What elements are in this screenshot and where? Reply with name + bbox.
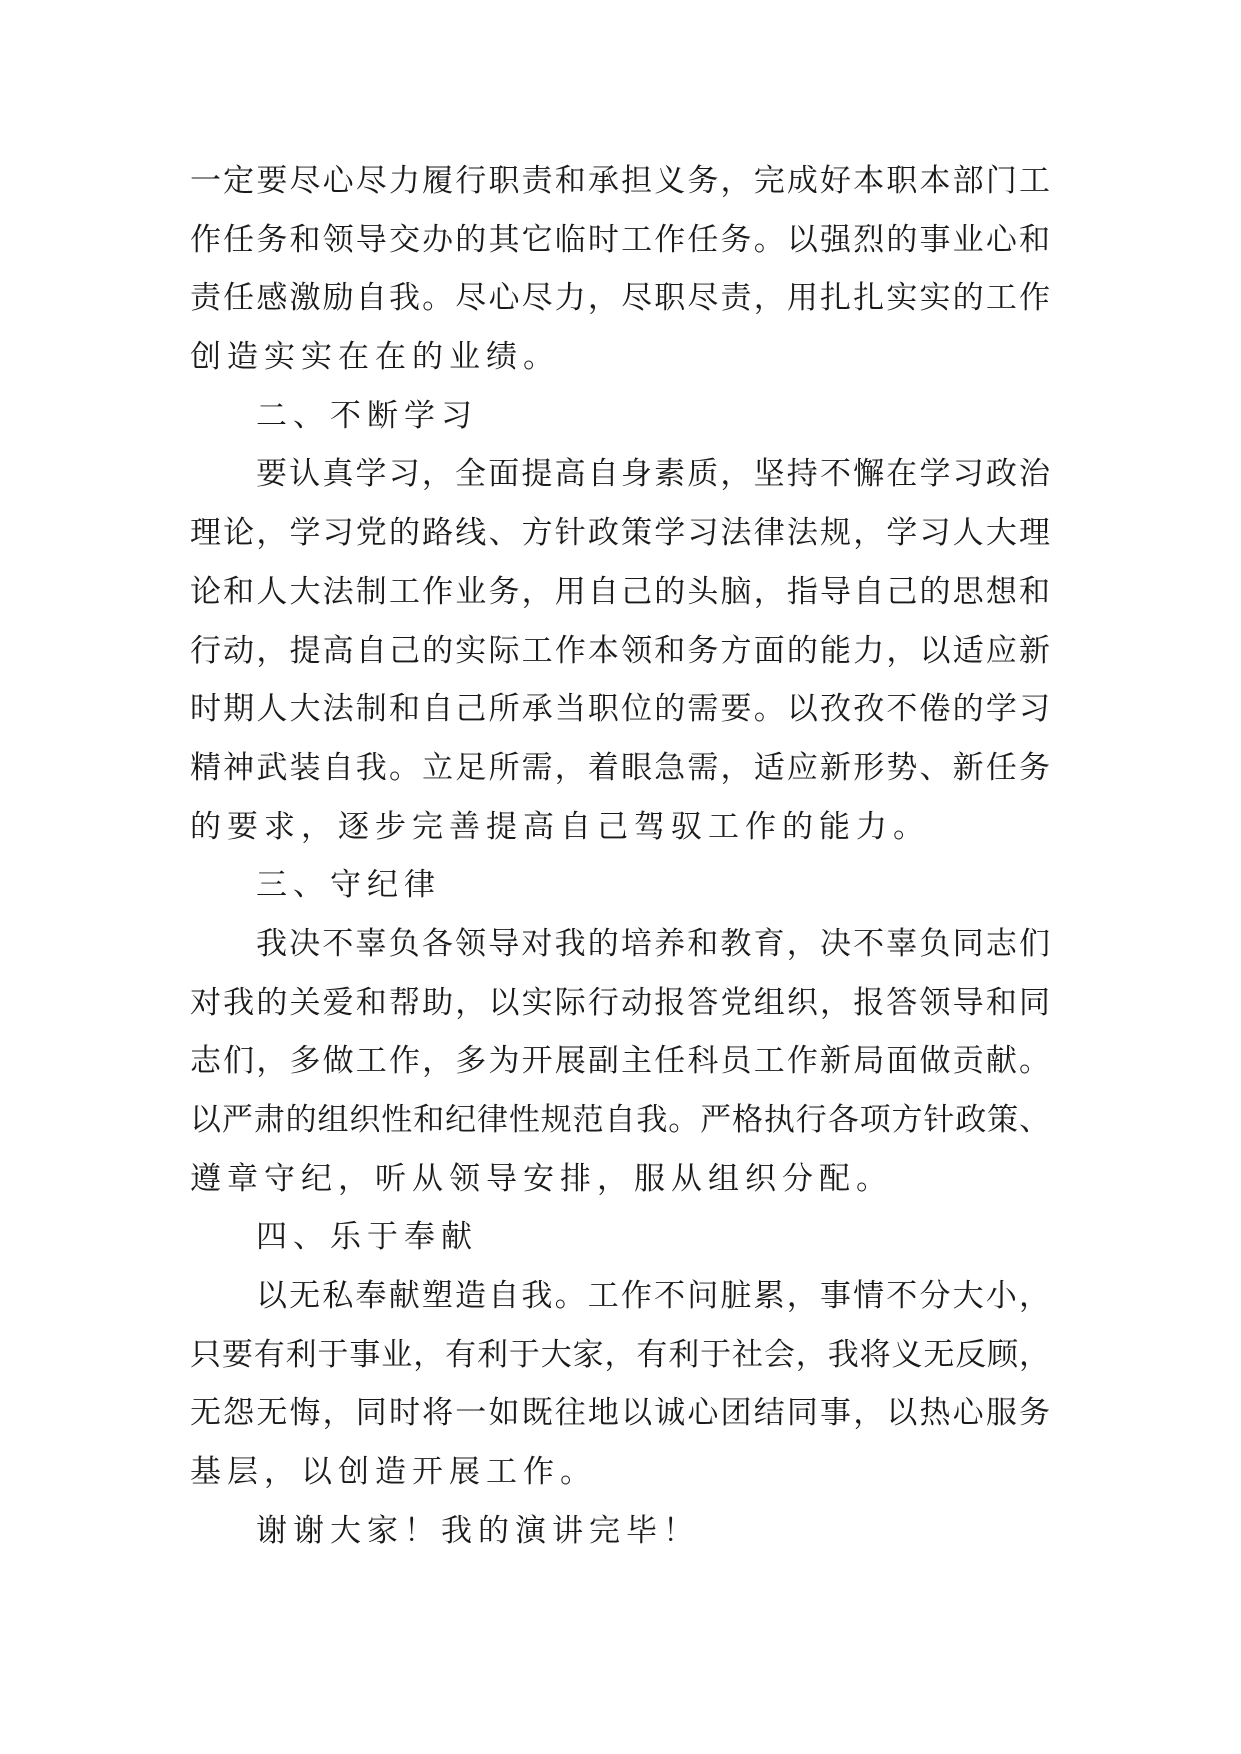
- paragraph-line: 作任务和领导交办的其它临时工作任务。以强烈的事业心和: [190, 221, 1050, 258]
- paragraph-line: 时期人大法制和自己所承当职位的需要。以孜孜不倦的学习: [190, 691, 1050, 728]
- section-heading: 三、守纪律: [256, 867, 441, 904]
- section-heading: 二、不断学习: [256, 397, 478, 434]
- paragraph-line: 创造实实在在的业绩。: [190, 339, 560, 376]
- paragraph-line: 要认真学习，全面提高自身素质，坚持不懈在学习政治: [256, 456, 1050, 493]
- paragraph-line: 对我的关爱和帮助，以实际行动报答党组织，报答领导和同: [190, 984, 1050, 1021]
- paragraph-line: 的要求，逐步完善提高自己驾驭工作的能力。: [190, 808, 930, 845]
- paragraph-line: 无怨无悔，同时将一如既往地以诚心团结同事，以热心服务: [190, 1395, 1050, 1432]
- paragraph-line: 以无私奉献塑造自我。工作不问脏累，事情不分大小，: [256, 1278, 1050, 1315]
- paragraph-line: 精神武装自我。立足所需，着眼急需，适应新形势、新任务: [190, 749, 1050, 786]
- section-heading: 四、乐于奉献: [256, 1219, 478, 1256]
- paragraph-line: 只要有利于事业，有利于大家，有利于社会，我将义无反顾，: [190, 1336, 1050, 1373]
- paragraph-line: 一定要尽心尽力履行职责和承担义务，完成好本职本部门工: [190, 163, 1050, 199]
- paragraph-line: 行动，提高自己的实际工作本领和务方面的能力，以适应新: [190, 632, 1050, 669]
- paragraph-line: 责任感激励自我。尽心尽力，尽职尽责，用扎扎实实的工作: [190, 280, 1050, 317]
- paragraph-line: 我决不辜负各领导对我的培养和教育，决不辜负同志们: [256, 925, 1050, 962]
- paragraph-line: 以严肃的组织性和纪律性规范自我。严格执行各项方针政策、: [190, 1102, 1050, 1138]
- paragraph-line: 论和人大法制工作业务，用自己的头脑，指导自己的思想和: [190, 573, 1050, 610]
- paragraph-line: 遵章守纪，听从领导安排，服从组织分配。: [190, 1160, 893, 1197]
- speech-body: [190, 152, 1050, 1561]
- paragraph-line: 基层，以创造开展工作。: [190, 1454, 597, 1491]
- paragraph-line: 志们，多做工作，多为开展副主任科员工作新局面做贡献。: [190, 1043, 1050, 1080]
- closing-line: 谢谢大家！我的演讲完毕！: [256, 1512, 700, 1549]
- paragraph-line: 理论，学习党的路线、方针政策学习法律法规，学习人大理: [190, 515, 1050, 552]
